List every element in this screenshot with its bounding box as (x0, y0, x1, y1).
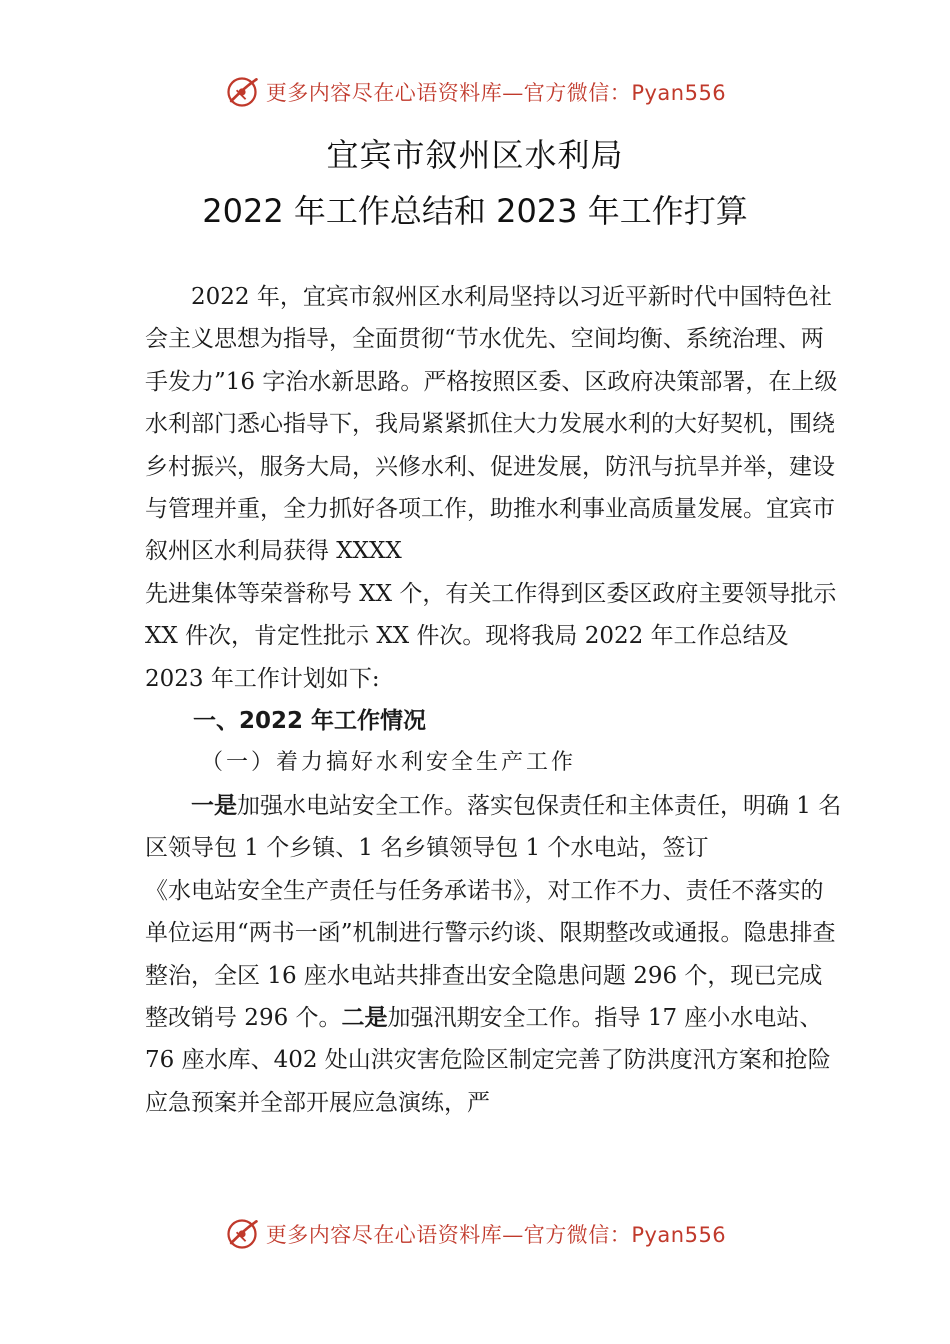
section-heading: 一、2022 年工作情况 (193, 708, 427, 735)
paragraph-2-text-a: 《水电站安全生产责任与任务承诺书》，对工作不力、责任不落实的单位运用“两书一函”机制进行警示约谈、限期整改或通报。隐患排查整治，全区 16 座水电站共排查出安全隐患问题 296 个，现已完成整改销号 296 个。 (145, 877, 836, 1031)
doc-title-line1: 宜宾市叙州区水利局 (326, 136, 624, 174)
banner-wechat: Pyan556 (631, 81, 727, 105)
banner-text (266, 1219, 726, 1249)
banner-label: 更多内容尽在心语资料库—官方微信： (265, 81, 632, 105)
intro-paragraph: 2022 年，宜宾市叙州区水利局坚持以习近平新时代中国特色社会主义思想为指导，全面贯彻“节水优先、空间均衡、系统治理、两手发力”16 字治水新思路。严格按照区委、区政府决策部署，在上级水利部门悉心指导下，我局紧紧抓住大力发展水利的大好契机，围绕乡村振兴，服务大局，兴修水利、促进发展，防汛与抗旱并举，建设与管理并重，全力抓好各项工作，助推水利事业高质量发展。宜宾市叙州区水利局获得 XXXX (145, 284, 838, 565)
paragraph-2-text-b: 加强汛期安全工作。指导 17 座小水电站、76 座水库、402 处山洪灾害危险区制定完善了防洪度汛方案和抢险应急预案并全部开展应急演练，严 (145, 1004, 831, 1116)
lead-phrase-1: 一是 (191, 792, 237, 819)
banner-label: 更多内容尽在心语资料库—官方微信： (265, 1223, 632, 1247)
paragraph-2 (145, 870, 845, 1124)
header-banner (0, 72, 950, 112)
banner-text (266, 77, 726, 107)
footer-banner (0, 1214, 950, 1254)
logo-icon (224, 74, 260, 110)
paragraph-1-text: 加强水电站安全工作。落实包保责任和主体责任，明确 1 名区领导包 1 个乡镇、1 名乡镇领导包 1 个水电站，签订 (145, 792, 842, 862)
banner-wechat: Pyan556 (631, 1223, 727, 1247)
subsection-heading: （一）着力搞好水利安全生产工作 (201, 750, 577, 776)
document-body (145, 276, 845, 1124)
doc-title-line2: 2022 年工作总结和 2023 年工作打算 (202, 192, 748, 230)
lead-phrase-2: 二是 (341, 1004, 388, 1031)
logo-icon (224, 1216, 260, 1252)
intro-paragraph-cont: 先进集体等荣誉称号 XX 个，有关工作得到区委区政府主要领导批示 XX 件次，肯定性批示 XX 件次。现将我局 2022 年工作总结及 2023 年工作计划如下: (145, 580, 837, 692)
paragraph-1 (145, 785, 845, 870)
